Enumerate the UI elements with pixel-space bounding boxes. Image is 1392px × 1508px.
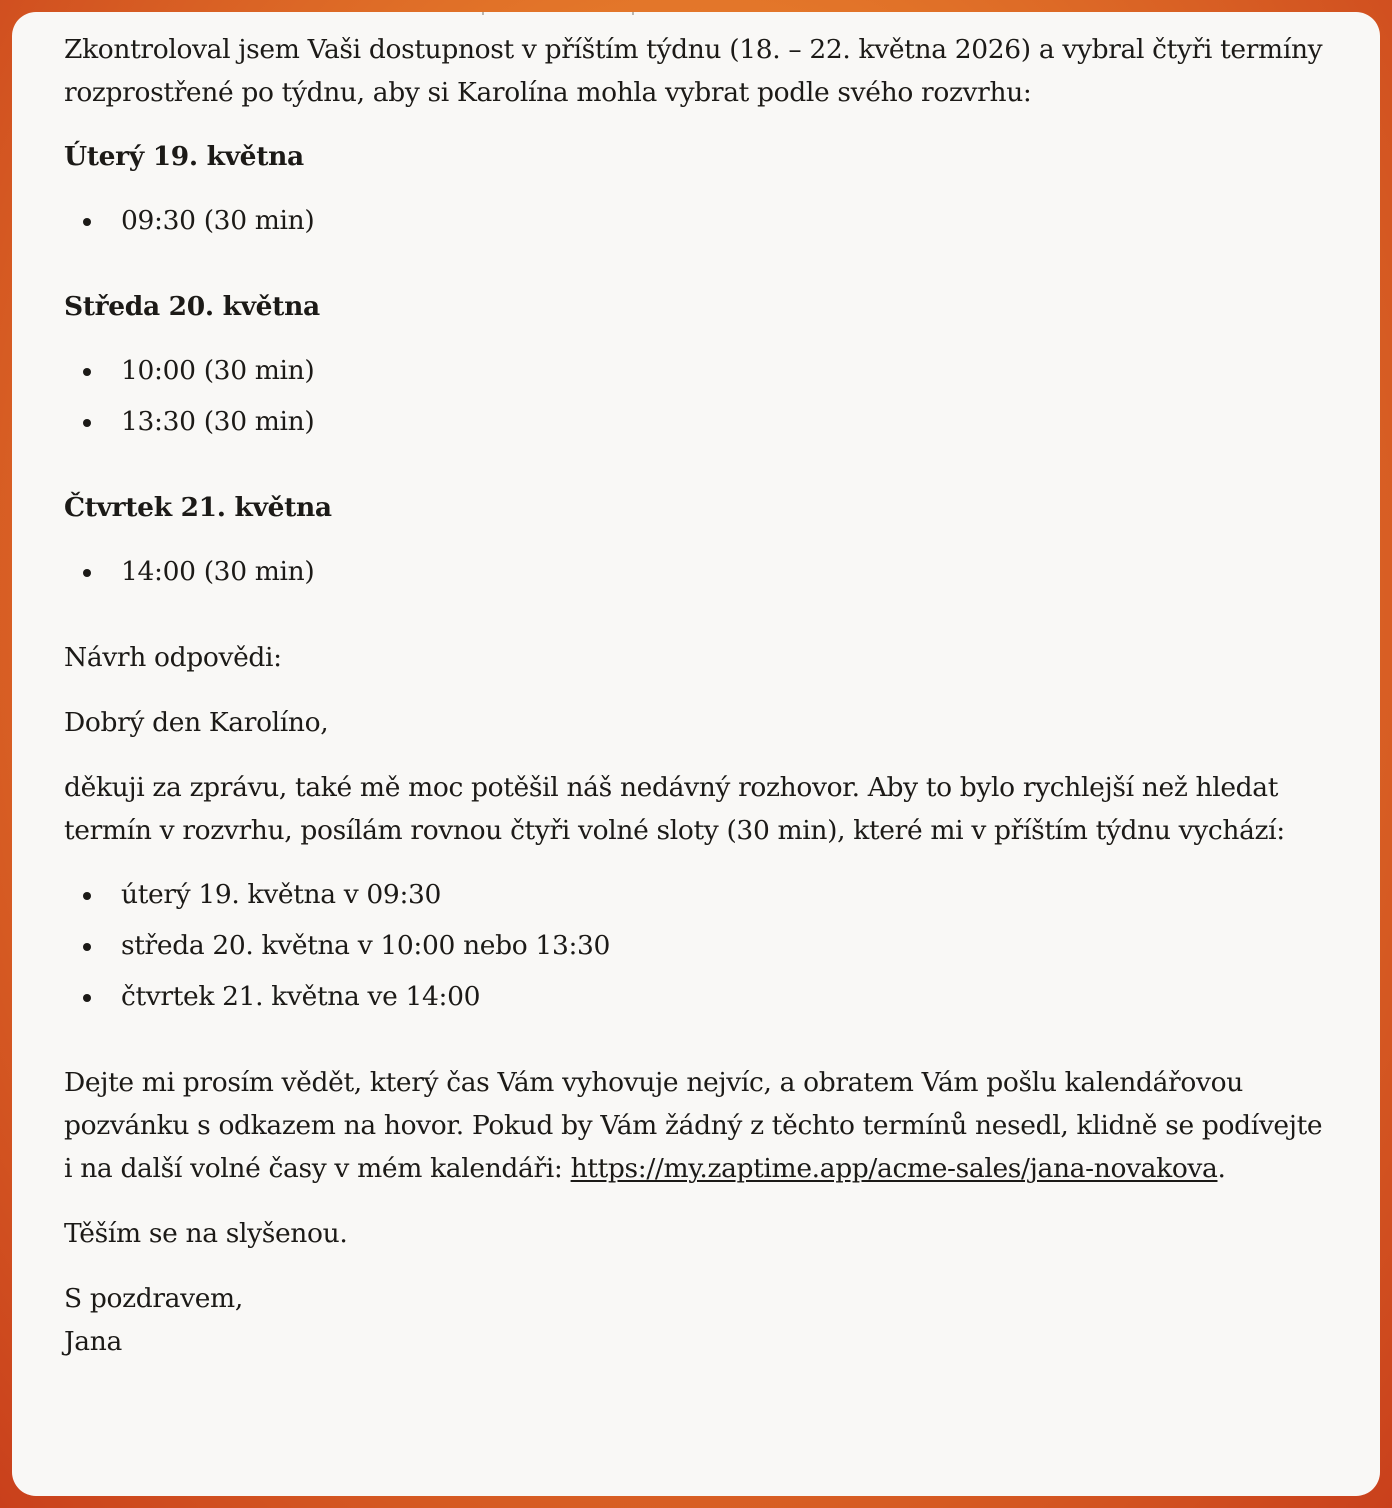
day-heading-tuesday: Úterý 19. května <box>64 141 304 172</box>
draft-option-item: úterý 19. května v 09:30 <box>64 873 1328 916</box>
draft-closing: Těším se na slyšenou. <box>64 1218 348 1249</box>
intro-text: Zkontroloval jsem Vaši dostupnost v příštím týdnu (18. – 22. května 2026) a vybral čtyři termíny rozprostřené po týdnu, aby si Karolína mohla vybrat podle svého rozvrhu: <box>64 34 1323 108</box>
calendar-link[interactable]: https://my.zaptime.app/acme-sales/jana-novakova <box>570 1153 1218 1184</box>
draft-body-2-end: . <box>1217 1153 1226 1184</box>
message-panel <box>12 12 1380 1496</box>
slot-item: 10:00 (30 min) <box>64 349 1328 392</box>
draft-signoff: S pozdravem, <box>64 1283 243 1314</box>
draft-body-2-text: Dejte mi prosím vědět, který čas Vám vyhovuje nejvíc, a obratem Vám pošlu kalendářovou pozvánku s odkazem na hovor. Pokud by Vám žádný z těchto termínů nesedl, klidně se podívejte i na další volné časy v mém kalendáři: <box>64 1067 1323 1184</box>
draft-option-item: čtvrtek 21. května ve 14:00 <box>64 975 1328 1018</box>
draft-body-2 <box>64 1061 1328 1190</box>
slot-list-thursday <box>64 550 1328 593</box>
draft-signature: Jana <box>64 1326 122 1357</box>
slot-item: 14:00 (30 min) <box>64 550 1328 593</box>
draft-label: Návrh odpovědi: <box>64 642 282 673</box>
slot-item: 09:30 (30 min) <box>64 199 1328 242</box>
day-heading-thursday: Čtvrtek 21. května <box>64 492 332 523</box>
slot-list-wednesday <box>64 349 1328 443</box>
draft-options-list <box>64 873 1328 1018</box>
scroll-edge-marks <box>482 12 642 16</box>
slot-item: 13:30 (30 min) <box>64 400 1328 443</box>
draft-option-item: středa 20. května v 10:00 nebo 13:30 <box>64 924 1328 967</box>
draft-greeting: Dobrý den Karolíno, <box>64 707 329 738</box>
draft-body-1: děkuji za zprávu, také mě moc potěšil náš nedávný rozhovor. Aby to bylo rychlejší než hledat termín v rozvrhu, posílám rovnou čtyři volné sloty (30 min), které mi v příštím týdnu vychází: <box>64 772 1285 846</box>
day-heading-wednesday: Středa 20. května <box>64 291 320 322</box>
slot-list-tuesday <box>64 199 1328 242</box>
